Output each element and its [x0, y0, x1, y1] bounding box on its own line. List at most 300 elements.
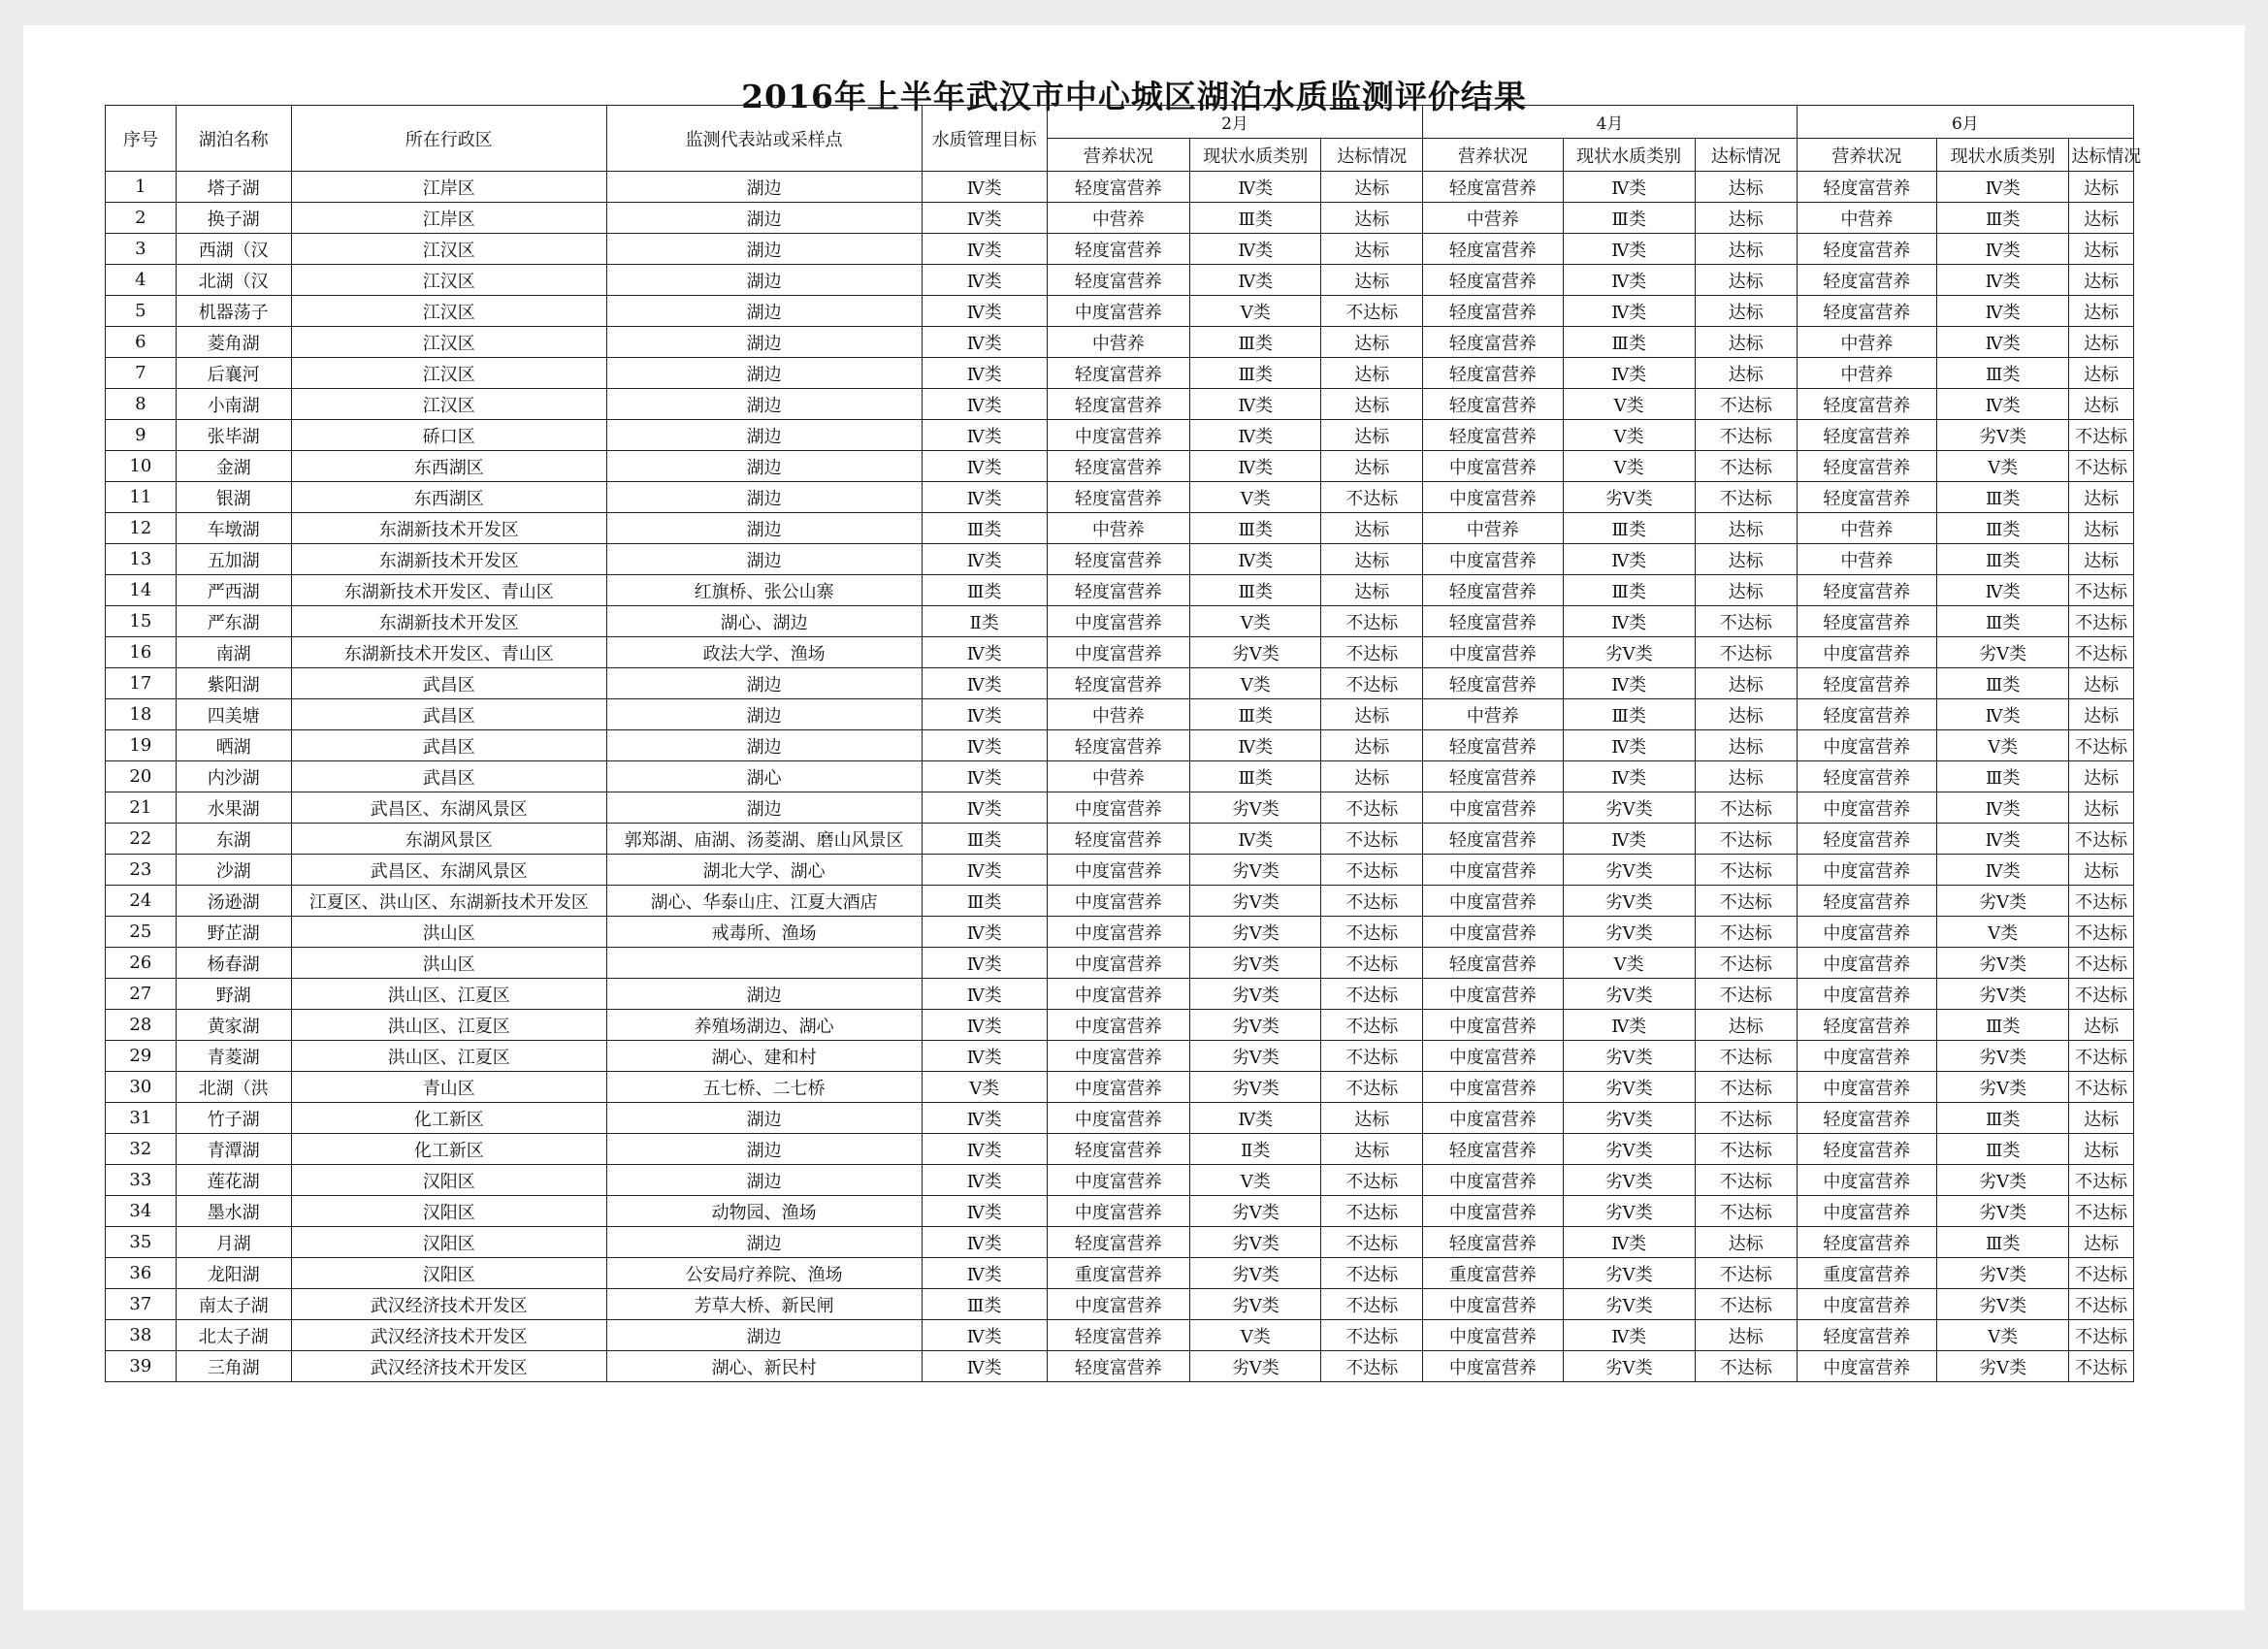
table-row	[106, 1227, 2134, 1258]
cell-feb-compliance: 不达标	[1321, 979, 1423, 1010]
cell-feb-nutrition: 轻度富营养	[1047, 234, 1189, 265]
cell-jun-class: 劣Ⅴ类	[1937, 420, 2069, 451]
cell-apr-class: Ⅲ类	[1563, 513, 1695, 544]
cell-district: 东湖新技术开发区	[291, 513, 606, 544]
cell-jun-nutrition: 轻度富营养	[1797, 1010, 1936, 1041]
cell-jun-compliance: 达标	[2069, 327, 2134, 358]
cell-apr-compliance: 不达标	[1695, 824, 1797, 855]
cell-feb-class: 劣Ⅴ类	[1190, 1196, 1321, 1227]
cell-monitoring-site: 湖边	[606, 699, 922, 730]
cell-jun-compliance: 不达标	[2069, 1351, 2134, 1382]
cell-feb-class: 劣Ⅴ类	[1190, 917, 1321, 948]
cell-feb-nutrition: 轻度富营养	[1047, 172, 1189, 203]
cell-apr-class: Ⅳ类	[1563, 234, 1695, 265]
cell-district: 硚口区	[291, 420, 606, 451]
cell-feb-compliance: 达标	[1321, 358, 1423, 389]
cell-monitoring-site: 郭郑湖、庙湖、汤菱湖、磨山风景区	[606, 824, 922, 855]
cell-apr-nutrition: 轻度富营养	[1423, 730, 1563, 761]
cell-jun-class: Ⅲ类	[1937, 1010, 2069, 1041]
cell-jun-compliance: 达标	[2069, 1227, 2134, 1258]
cell-feb-compliance: 达标	[1321, 1103, 1423, 1134]
cell-apr-compliance: 达标	[1695, 296, 1797, 327]
cell-jun-compliance: 不达标	[2069, 451, 2134, 482]
cell-district: 洪山区、江夏区	[291, 1041, 606, 1072]
cell-apr-nutrition: 轻度富营养	[1423, 389, 1563, 420]
cell-feb-compliance: 不达标	[1321, 637, 1423, 668]
cell-jun-class: Ⅳ类	[1937, 389, 2069, 420]
cell-apr-compliance: 达标	[1695, 1227, 1797, 1258]
cell-monitoring-site: 五七桥、二七桥	[606, 1072, 922, 1103]
cell-feb-compliance: 不达标	[1321, 606, 1423, 637]
table-row	[106, 886, 2134, 917]
cell-seq: 32	[106, 1134, 177, 1165]
cell-apr-class: 劣Ⅴ类	[1563, 1041, 1695, 1072]
cell-lake-name: 西湖（汉	[176, 234, 291, 265]
cell-monitoring-site: 湖边	[606, 979, 922, 1010]
cell-management-target: Ⅳ类	[922, 855, 1047, 886]
cell-jun-nutrition: 中度富营养	[1797, 637, 1936, 668]
cell-apr-compliance: 不达标	[1695, 979, 1797, 1010]
cell-monitoring-site: 湖边	[606, 327, 922, 358]
cell-lake-name: 水果湖	[176, 792, 291, 824]
cell-feb-compliance: 达标	[1321, 761, 1423, 792]
cell-feb-class: Ⅴ类	[1190, 482, 1321, 513]
cell-management-target: Ⅳ类	[922, 917, 1047, 948]
cell-district: 东湖新技术开发区	[291, 606, 606, 637]
cell-seq: 11	[106, 482, 177, 513]
cell-apr-nutrition: 轻度富营养	[1423, 1227, 1563, 1258]
cell-seq: 33	[106, 1165, 177, 1196]
cell-feb-class: 劣Ⅴ类	[1190, 792, 1321, 824]
cell-jun-class: 劣Ⅴ类	[1937, 637, 2069, 668]
cell-seq: 12	[106, 513, 177, 544]
cell-apr-nutrition: 中度富营养	[1423, 544, 1563, 575]
cell-jun-class: Ⅳ类	[1937, 265, 2069, 296]
cell-apr-nutrition: 中度富营养	[1423, 886, 1563, 917]
cell-lake-name: 月湖	[176, 1227, 291, 1258]
cell-apr-compliance: 达标	[1695, 761, 1797, 792]
cell-apr-compliance: 不达标	[1695, 1165, 1797, 1196]
header-district: 所在行政区	[291, 106, 606, 172]
cell-seq: 14	[106, 575, 177, 606]
cell-monitoring-site: 湖边	[606, 1165, 922, 1196]
cell-apr-nutrition: 中度富营养	[1423, 1351, 1563, 1382]
cell-monitoring-site: 湖边	[606, 234, 922, 265]
cell-lake-name: 黄家湖	[176, 1010, 291, 1041]
cell-apr-nutrition: 中度富营养	[1423, 637, 1563, 668]
header-row-months	[106, 106, 2134, 139]
cell-management-target: Ⅳ类	[922, 389, 1047, 420]
cell-feb-compliance: 达标	[1321, 265, 1423, 296]
cell-apr-nutrition: 轻度富营养	[1423, 824, 1563, 855]
header-jun-compliance: 达标情况	[2069, 139, 2134, 172]
cell-jun-nutrition: 轻度富营养	[1797, 420, 1936, 451]
cell-jun-nutrition: 轻度富营养	[1797, 1103, 1936, 1134]
cell-jun-class: Ⅳ类	[1937, 327, 2069, 358]
cell-district: 汉阳区	[291, 1165, 606, 1196]
cell-district: 洪山区	[291, 948, 606, 979]
cell-management-target: Ⅳ类	[922, 1165, 1047, 1196]
cell-apr-compliance: 达标	[1695, 172, 1797, 203]
cell-feb-nutrition: 中度富营养	[1047, 917, 1189, 948]
cell-feb-nutrition: 轻度富营养	[1047, 265, 1189, 296]
cell-jun-nutrition: 中度富营养	[1797, 855, 1936, 886]
cell-apr-class: 劣Ⅴ类	[1563, 1134, 1695, 1165]
header-jun-class: 现状水质类别	[1937, 139, 2069, 172]
cell-monitoring-site: 湖心、建和村	[606, 1041, 922, 1072]
cell-apr-class: 劣Ⅴ类	[1563, 1196, 1695, 1227]
cell-lake-name: 野湖	[176, 979, 291, 1010]
cell-jun-compliance: 不达标	[2069, 1072, 2134, 1103]
cell-management-target: Ⅳ类	[922, 948, 1047, 979]
cell-feb-compliance: 不达标	[1321, 948, 1423, 979]
cell-lake-name: 小南湖	[176, 389, 291, 420]
cell-jun-nutrition: 轻度富营养	[1797, 389, 1936, 420]
cell-jun-compliance: 不达标	[2069, 1258, 2134, 1289]
cell-monitoring-site: 湖边	[606, 668, 922, 699]
cell-lake-name: 沙湖	[176, 855, 291, 886]
cell-jun-class: 劣Ⅴ类	[1937, 886, 2069, 917]
cell-jun-compliance: 达标	[2069, 389, 2134, 420]
cell-feb-nutrition: 轻度富营养	[1047, 1320, 1189, 1351]
cell-feb-class: Ⅴ类	[1190, 296, 1321, 327]
cell-monitoring-site: 湖边	[606, 451, 922, 482]
cell-monitoring-site: 养殖场湖边、湖心	[606, 1010, 922, 1041]
cell-seq: 31	[106, 1103, 177, 1134]
cell-management-target: Ⅳ类	[922, 203, 1047, 234]
cell-monitoring-site: 湖北大学、湖心	[606, 855, 922, 886]
cell-lake-name: 南太子湖	[176, 1289, 291, 1320]
cell-apr-nutrition: 轻度富营养	[1423, 668, 1563, 699]
table-row	[106, 948, 2134, 979]
cell-feb-class: 劣Ⅴ类	[1190, 948, 1321, 979]
cell-apr-class: 劣Ⅴ类	[1563, 1165, 1695, 1196]
header-feb-class: 现状水质类别	[1190, 139, 1321, 172]
cell-seq: 16	[106, 637, 177, 668]
cell-feb-nutrition: 中度富营养	[1047, 1196, 1189, 1227]
cell-apr-class: Ⅲ类	[1563, 575, 1695, 606]
cell-jun-nutrition: 中度富营养	[1797, 979, 1936, 1010]
cell-lake-name: 北湖（汉	[176, 265, 291, 296]
table-row	[106, 824, 2134, 855]
cell-apr-nutrition: 中度富营养	[1423, 855, 1563, 886]
cell-apr-class: Ⅳ类	[1563, 824, 1695, 855]
cell-jun-nutrition: 中营养	[1797, 327, 1936, 358]
cell-jun-nutrition: 轻度富营养	[1797, 886, 1936, 917]
cell-management-target: Ⅳ类	[922, 265, 1047, 296]
header-seq: 序号	[106, 106, 177, 172]
cell-apr-class: 劣Ⅴ类	[1563, 979, 1695, 1010]
cell-jun-nutrition: 中度富营养	[1797, 1351, 1936, 1382]
cell-management-target: Ⅳ类	[922, 1258, 1047, 1289]
cell-monitoring-site: 湖边	[606, 1134, 922, 1165]
cell-seq: 4	[106, 265, 177, 296]
cell-jun-class: Ⅳ类	[1937, 855, 2069, 886]
cell-district: 江汉区	[291, 358, 606, 389]
cell-feb-compliance: 不达标	[1321, 1258, 1423, 1289]
cell-feb-class: Ⅱ类	[1190, 1134, 1321, 1165]
table-row	[106, 513, 2134, 544]
cell-district: 汉阳区	[291, 1196, 606, 1227]
cell-feb-class: 劣Ⅴ类	[1190, 1258, 1321, 1289]
cell-apr-compliance: 达标	[1695, 327, 1797, 358]
cell-jun-class: Ⅲ类	[1937, 513, 2069, 544]
cell-lake-name: 晒湖	[176, 730, 291, 761]
cell-lake-name: 北太子湖	[176, 1320, 291, 1351]
cell-jun-compliance: 不达标	[2069, 730, 2134, 761]
cell-management-target: Ⅳ类	[922, 451, 1047, 482]
cell-feb-compliance: 不达标	[1321, 917, 1423, 948]
cell-feb-nutrition: 中度富营养	[1047, 855, 1189, 886]
cell-seq: 39	[106, 1351, 177, 1382]
cell-feb-compliance: 达标	[1321, 1134, 1423, 1165]
cell-jun-compliance: 不达标	[2069, 420, 2134, 451]
cell-apr-class: Ⅳ类	[1563, 606, 1695, 637]
cell-jun-compliance: 不达标	[2069, 948, 2134, 979]
cell-feb-class: 劣Ⅴ类	[1190, 855, 1321, 886]
cell-jun-compliance: 达标	[2069, 203, 2134, 234]
cell-district: 江汉区	[291, 296, 606, 327]
cell-jun-compliance: 不达标	[2069, 1196, 2134, 1227]
cell-jun-class: Ⅲ类	[1937, 1227, 2069, 1258]
cell-management-target: Ⅲ类	[922, 1289, 1047, 1320]
cell-jun-class: 劣Ⅴ类	[1937, 1289, 2069, 1320]
cell-jun-compliance: 不达标	[2069, 886, 2134, 917]
cell-feb-compliance: 不达标	[1321, 1227, 1423, 1258]
table-row	[106, 1041, 2134, 1072]
cell-jun-compliance: 达标	[2069, 234, 2134, 265]
cell-district: 东西湖区	[291, 451, 606, 482]
cell-apr-compliance: 不达标	[1695, 1041, 1797, 1072]
cell-feb-class: Ⅴ类	[1190, 668, 1321, 699]
table-row	[106, 172, 2134, 203]
cell-apr-class: Ⅲ类	[1563, 699, 1695, 730]
table-row	[106, 327, 2134, 358]
cell-apr-nutrition: 中营养	[1423, 513, 1563, 544]
cell-feb-class: 劣Ⅴ类	[1190, 1351, 1321, 1382]
header-management-target: 水质管理目标	[922, 106, 1047, 172]
cell-feb-nutrition: 中度富营养	[1047, 1165, 1189, 1196]
cell-jun-compliance: 达标	[2069, 172, 2134, 203]
cell-feb-nutrition: 中度富营养	[1047, 1289, 1189, 1320]
cell-apr-compliance: 达标	[1695, 265, 1797, 296]
cell-feb-compliance: 达标	[1321, 327, 1423, 358]
cell-jun-compliance: 不达标	[2069, 917, 2134, 948]
cell-lake-name: 银湖	[176, 482, 291, 513]
cell-apr-nutrition: 轻度富营养	[1423, 761, 1563, 792]
header-month-feb: 2月	[1047, 106, 1423, 139]
cell-lake-name: 五加湖	[176, 544, 291, 575]
cell-lake-name: 南湖	[176, 637, 291, 668]
cell-feb-class: Ⅲ类	[1190, 575, 1321, 606]
cell-apr-compliance: 不达标	[1695, 420, 1797, 451]
cell-jun-class: 劣Ⅴ类	[1937, 1258, 2069, 1289]
cell-seq: 13	[106, 544, 177, 575]
cell-feb-class: Ⅳ类	[1190, 265, 1321, 296]
cell-management-target: Ⅳ类	[922, 730, 1047, 761]
cell-feb-compliance: 不达标	[1321, 855, 1423, 886]
cell-jun-nutrition: 中度富营养	[1797, 1196, 1936, 1227]
cell-feb-compliance: 不达标	[1321, 1196, 1423, 1227]
cell-feb-nutrition: 轻度富营养	[1047, 824, 1189, 855]
cell-apr-class: Ⅲ类	[1563, 327, 1695, 358]
cell-seq: 23	[106, 855, 177, 886]
cell-district: 东西湖区	[291, 482, 606, 513]
cell-feb-compliance: 达标	[1321, 203, 1423, 234]
cell-district: 武昌区、东湖风景区	[291, 855, 606, 886]
cell-jun-class: Ⅲ类	[1937, 544, 2069, 575]
cell-feb-nutrition: 中度富营养	[1047, 606, 1189, 637]
cell-apr-class: Ⅳ类	[1563, 544, 1695, 575]
header-monitoring-site: 监测代表站或采样点	[606, 106, 922, 172]
table-row	[106, 296, 2134, 327]
cell-apr-nutrition: 轻度富营养	[1423, 172, 1563, 203]
cell-jun-class: Ⅴ类	[1937, 451, 2069, 482]
cell-apr-nutrition: 中营养	[1423, 699, 1563, 730]
cell-jun-compliance: 达标	[2069, 668, 2134, 699]
cell-jun-class: Ⅲ类	[1937, 482, 2069, 513]
cell-management-target: Ⅳ类	[922, 296, 1047, 327]
cell-jun-nutrition: 中度富营养	[1797, 917, 1936, 948]
cell-management-target: Ⅳ类	[922, 792, 1047, 824]
cell-feb-compliance: 不达标	[1321, 1041, 1423, 1072]
cell-jun-class: Ⅲ类	[1937, 1134, 2069, 1165]
cell-jun-class: Ⅳ类	[1937, 575, 2069, 606]
cell-jun-class: 劣Ⅴ类	[1937, 1196, 2069, 1227]
cell-jun-compliance: 不达标	[2069, 1320, 2134, 1351]
cell-lake-name: 莲花湖	[176, 1165, 291, 1196]
cell-apr-class: 劣Ⅴ类	[1563, 1103, 1695, 1134]
cell-management-target: Ⅱ类	[922, 606, 1047, 637]
cell-jun-nutrition: 轻度富营养	[1797, 172, 1936, 203]
cell-management-target: Ⅳ类	[922, 1010, 1047, 1041]
cell-jun-nutrition: 轻度富营养	[1797, 606, 1936, 637]
cell-jun-compliance: 不达标	[2069, 979, 2134, 1010]
cell-jun-class: 劣Ⅴ类	[1937, 979, 2069, 1010]
cell-apr-class: Ⅴ类	[1563, 420, 1695, 451]
table-row	[106, 792, 2134, 824]
cell-lake-name: 青菱湖	[176, 1041, 291, 1072]
cell-apr-nutrition: 轻度富营养	[1423, 327, 1563, 358]
cell-monitoring-site: 湖边	[606, 296, 922, 327]
cell-jun-compliance: 达标	[2069, 699, 2134, 730]
cell-feb-nutrition: 中度富营养	[1047, 1010, 1189, 1041]
cell-jun-nutrition: 中度富营养	[1797, 1041, 1936, 1072]
table-row	[106, 761, 2134, 792]
cell-seq: 9	[106, 420, 177, 451]
cell-district: 武昌区、东湖风景区	[291, 792, 606, 824]
cell-district: 江夏区、洪山区、东湖新技术开发区	[291, 886, 606, 917]
cell-monitoring-site	[606, 948, 922, 979]
table-row	[106, 699, 2134, 730]
cell-management-target: Ⅲ类	[922, 513, 1047, 544]
cell-jun-nutrition: 轻度富营养	[1797, 824, 1936, 855]
cell-apr-nutrition: 中度富营养	[1423, 1010, 1563, 1041]
cell-jun-compliance: 达标	[2069, 358, 2134, 389]
cell-apr-nutrition: 轻度富营养	[1423, 234, 1563, 265]
cell-jun-nutrition: 轻度富营养	[1797, 761, 1936, 792]
cell-jun-compliance: 不达标	[2069, 1289, 2134, 1320]
cell-lake-name: 竹子湖	[176, 1103, 291, 1134]
cell-apr-compliance: 达标	[1695, 234, 1797, 265]
cell-monitoring-site: 红旗桥、张公山寨	[606, 575, 922, 606]
cell-apr-class: 劣Ⅴ类	[1563, 482, 1695, 513]
header-feb-nutrition: 营养状况	[1047, 139, 1189, 172]
cell-jun-compliance: 不达标	[2069, 606, 2134, 637]
cell-jun-class: Ⅲ类	[1937, 668, 2069, 699]
cell-feb-compliance: 达标	[1321, 172, 1423, 203]
cell-apr-compliance: 不达标	[1695, 606, 1797, 637]
cell-management-target: Ⅳ类	[922, 420, 1047, 451]
table-row	[106, 637, 2134, 668]
cell-lake-name: 塔子湖	[176, 172, 291, 203]
cell-apr-compliance: 达标	[1695, 668, 1797, 699]
cell-apr-compliance: 达标	[1695, 575, 1797, 606]
cell-monitoring-site: 湖心	[606, 761, 922, 792]
cell-management-target: Ⅳ类	[922, 358, 1047, 389]
cell-lake-name: 三角湖	[176, 1351, 291, 1382]
cell-feb-class: Ⅴ类	[1190, 606, 1321, 637]
cell-feb-nutrition: 中度富营养	[1047, 296, 1189, 327]
cell-monitoring-site: 湖边	[606, 1227, 922, 1258]
table-row	[106, 451, 2134, 482]
cell-seq: 35	[106, 1227, 177, 1258]
cell-seq: 26	[106, 948, 177, 979]
cell-jun-class: Ⅳ类	[1937, 234, 2069, 265]
cell-apr-compliance: 不达标	[1695, 917, 1797, 948]
cell-district: 洪山区、江夏区	[291, 979, 606, 1010]
cell-jun-class: 劣Ⅴ类	[1937, 948, 2069, 979]
cell-management-target: Ⅳ类	[922, 1103, 1047, 1134]
cell-district: 武汉经济技术开发区	[291, 1351, 606, 1382]
cell-feb-nutrition: 中度富营养	[1047, 637, 1189, 668]
cell-apr-nutrition: 中度富营养	[1423, 1072, 1563, 1103]
cell-feb-compliance: 不达标	[1321, 482, 1423, 513]
cell-apr-nutrition: 轻度富营养	[1423, 265, 1563, 296]
cell-monitoring-site: 湖边	[606, 513, 922, 544]
cell-feb-class: Ⅳ类	[1190, 451, 1321, 482]
cell-monitoring-site: 湖边	[606, 172, 922, 203]
table-row	[106, 1165, 2134, 1196]
cell-apr-compliance: 不达标	[1695, 637, 1797, 668]
cell-management-target: Ⅴ类	[922, 1072, 1047, 1103]
header-apr-nutrition: 营养状况	[1423, 139, 1563, 172]
cell-apr-class: 劣Ⅴ类	[1563, 792, 1695, 824]
cell-feb-class: Ⅳ类	[1190, 730, 1321, 761]
cell-feb-class: Ⅳ类	[1190, 389, 1321, 420]
cell-apr-class: 劣Ⅴ类	[1563, 637, 1695, 668]
cell-monitoring-site: 政法大学、渔场	[606, 637, 922, 668]
cell-feb-nutrition: 中度富营养	[1047, 948, 1189, 979]
cell-monitoring-site: 戒毒所、渔场	[606, 917, 922, 948]
cell-seq: 19	[106, 730, 177, 761]
cell-seq: 21	[106, 792, 177, 824]
cell-apr-nutrition: 中度富营养	[1423, 482, 1563, 513]
cell-district: 汉阳区	[291, 1227, 606, 1258]
cell-apr-nutrition: 中度富营养	[1423, 1165, 1563, 1196]
cell-feb-nutrition: 中营养	[1047, 699, 1189, 730]
cell-seq: 7	[106, 358, 177, 389]
cell-lake-name: 张毕湖	[176, 420, 291, 451]
cell-monitoring-site: 湖心、华泰山庄、江夏大酒店	[606, 886, 922, 917]
cell-district: 青山区	[291, 1072, 606, 1103]
cell-apr-class: 劣Ⅴ类	[1563, 1072, 1695, 1103]
cell-jun-compliance: 不达标	[2069, 637, 2134, 668]
cell-seq: 38	[106, 1320, 177, 1351]
cell-apr-nutrition: 轻度富营养	[1423, 948, 1563, 979]
cell-apr-nutrition: 中度富营养	[1423, 451, 1563, 482]
cell-seq: 5	[106, 296, 177, 327]
